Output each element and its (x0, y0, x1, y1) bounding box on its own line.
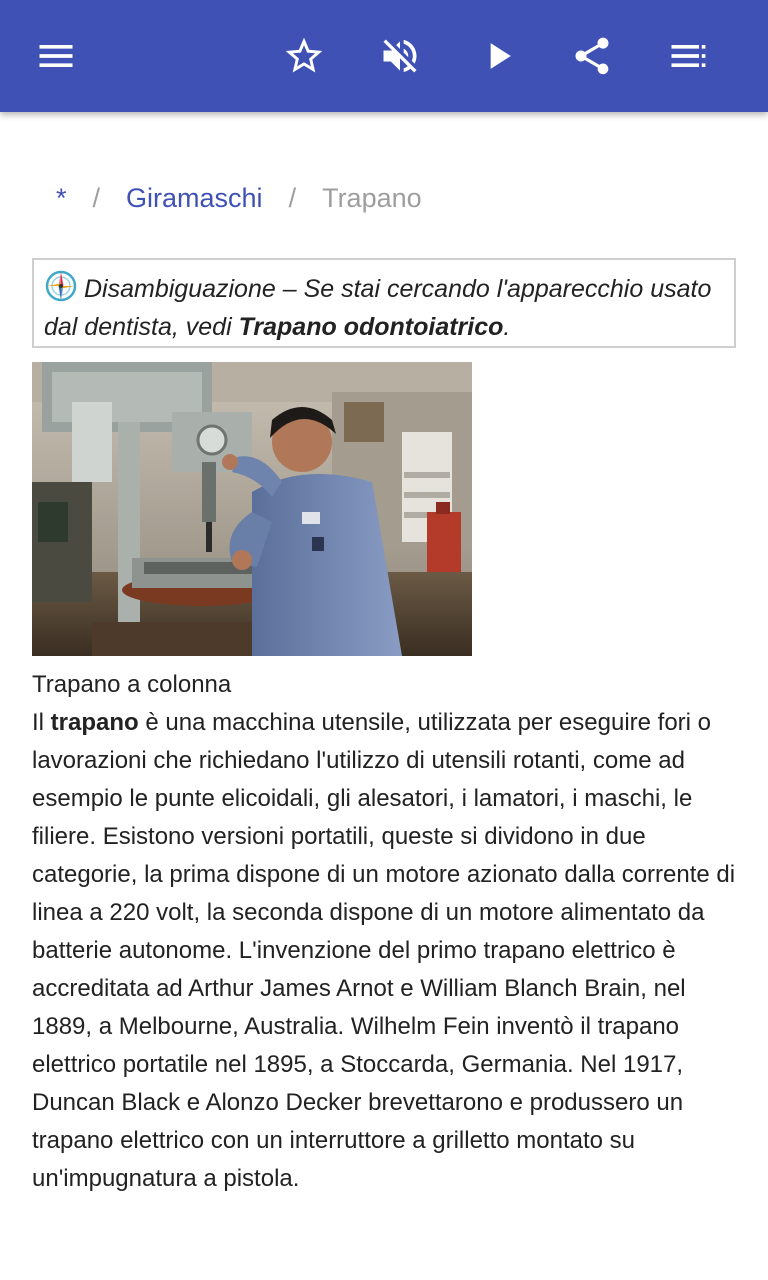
share-button[interactable] (560, 24, 624, 88)
menu-button[interactable] (24, 24, 88, 88)
article-intro-start: Il (32, 709, 51, 736)
play-icon (476, 34, 520, 78)
volume-off-icon (378, 34, 422, 78)
figure-caption: Trapano a colonna (32, 671, 232, 698)
disambiguation-link[interactable]: Trapano odontoiatrico (238, 313, 504, 341)
disambiguation-text: Disambiguazione – Se stai cercando l'apparecchio usato dal dentista, vedi (44, 275, 712, 341)
play-button[interactable] (466, 24, 530, 88)
breadcrumb-root-link[interactable]: * (56, 183, 67, 213)
mute-button[interactable] (368, 24, 432, 88)
compass-icon (44, 269, 78, 303)
drill-press-photo[interactable] (32, 362, 472, 656)
breadcrumb-parent-link[interactable]: Giramaschi (126, 183, 263, 213)
breadcrumb (56, 180, 422, 216)
breadcrumb-separator: / (288, 183, 297, 213)
star-outline-icon (282, 34, 326, 78)
breadcrumb-current: Trapano (322, 183, 422, 213)
share-icon (570, 34, 614, 78)
article-paragraph (32, 704, 736, 1198)
menu-icon (34, 34, 78, 78)
disambiguation-notice (32, 258, 736, 348)
article-text: è una macchina utensile, utilizzata per eseguire fori o lavorazioni che richiedano l'utilizzo di utensili rotanti, come ad esempio le punte elicoidali, gli alesatori, i lamatori, i maschi, le filiere. Esistono versioni portatili, queste si dividono in due categorie, la prima dispone di un motore azionato dalla corrente di linea a 220 volt, la seconda dispone di un motore alimentato da batterie autonome. L'invenzione del primo trapano elettrico è accreditata ad Arthur James Arnot e William Blanch Brain, nel 1889, a Melbourne, Australia. Wilhelm Fein inventò il trapano elettrico portatile nel 1895, a Stoccarda, Germania. Nel 1917, Duncan Black e Alonzo Decker brevettarono e produssero un trapano elettrico con un interruttore a grilletto montato su un'impugnatura a pistola. (32, 709, 736, 1192)
breadcrumb-separator: / (92, 183, 101, 213)
contents-button[interactable] (656, 24, 720, 88)
app-bar (0, 0, 768, 112)
favorite-button[interactable] (272, 24, 336, 88)
list-icon (666, 34, 710, 78)
article-keyword: trapano (50, 709, 139, 736)
disambiguation-trail: . (503, 313, 511, 341)
